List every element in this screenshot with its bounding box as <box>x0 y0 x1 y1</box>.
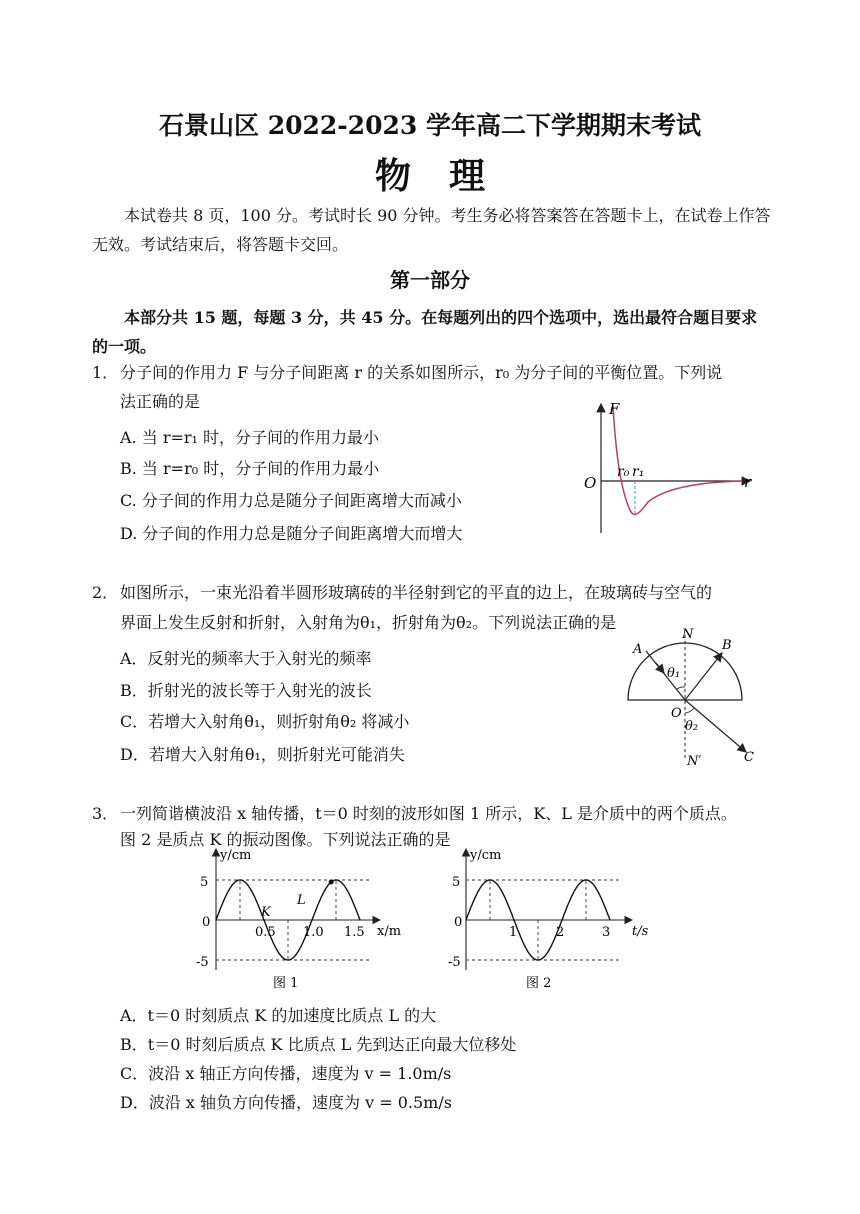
question-text: 如图所示，一束光沿着半圆形玻璃砖的半径射到它的平直的边上，在玻璃砖与空气的 <box>120 583 713 602</box>
label-a: A <box>633 642 643 657</box>
fig2-ytick-0: 0 <box>454 915 463 930</box>
exam-intro: 本试卷共 8 页，100 分。考试时长 90 分钟。考生务必将答案答在答题卡上，在试卷上作答无效。考试结束后，将答题卡交回。 <box>92 206 771 254</box>
q3-option-d: D．波沿 x 轴负方向传播，速度为 v = 0.5m/s <box>120 1093 452 1112</box>
fig1-caption: 图 1 <box>273 976 299 991</box>
q1-option-d: D. 分子间的作用力总是随分子间距离增大而增大 <box>120 524 463 543</box>
normal-label-nprime: N′ <box>687 754 702 769</box>
fig2-x-label: t/s <box>632 924 649 939</box>
r0-label: r₀ <box>617 464 630 480</box>
label-b: B <box>722 638 732 653</box>
section-title: 第一部分 <box>390 268 470 292</box>
r1-label: r₁ <box>632 464 645 480</box>
point-l-marker <box>329 879 334 884</box>
glass-refraction-figure <box>618 625 768 770</box>
wave-figure-2 <box>440 845 670 995</box>
force-curve <box>613 406 742 514</box>
fig1-ytick-5: 5 <box>200 875 209 890</box>
force-distance-figure <box>580 398 760 538</box>
fig2-caption: 图 2 <box>526 976 552 991</box>
question-2-stem-cont: 界面上发生反射和折射，入射角为θ₁，折射角为θ₂。下列说法正确的是 <box>120 613 617 632</box>
r-axis-label: r <box>744 473 752 491</box>
q1-option-b: B. 当 r=r₀ 时，分子间的作用力最小 <box>120 459 380 478</box>
question-1-stem-cont: 法正确的是 <box>120 392 201 411</box>
fig2-xtick-2: 2 <box>556 925 565 940</box>
theta2-arc <box>685 708 694 713</box>
q2-option-b: B．折射光的波长等于入射光的波长 <box>120 681 372 700</box>
wave-figure-1 <box>190 845 420 995</box>
fig1-xtick-1-5: 1.5 <box>344 925 365 940</box>
incident-arrow <box>656 663 664 673</box>
question-number: 3． <box>92 804 119 823</box>
fig1-x-label: x/m <box>377 924 402 939</box>
fig1-xtick-0-5: 0.5 <box>255 925 276 940</box>
fig2-ytick-5: 5 <box>452 875 461 890</box>
q3-option-a: A．t＝0 时刻质点 K 的加速度比质点 L 的大 <box>120 1006 437 1025</box>
fig2-xtick-3: 3 <box>602 925 611 940</box>
fig2-ytick-neg5: -5 <box>448 955 461 970</box>
question-1-stem <box>92 358 772 387</box>
fig1-ytick-0: 0 <box>202 915 211 930</box>
point-l-label: L <box>297 893 306 908</box>
question-2-stem <box>92 578 772 607</box>
q1-option-a: A. 当 r=r₁ 时，分子间的作用力最小 <box>120 428 380 447</box>
q3-option-b: B．t＝0 时刻后质点 K 比质点 L 先到达正向最大位移处 <box>120 1035 517 1054</box>
point-k-label: K <box>261 905 271 920</box>
question-text: 分子间的作用力 F 与分子间距离 r 的关系如图所示，r₀ 为分子间的平衡位置。下列说 <box>120 363 723 382</box>
q1-option-c: C. 分子间的作用力总是随分子间距离增大而减小 <box>120 491 462 510</box>
origin-label: O <box>584 474 597 492</box>
subject-title: 物理 <box>374 155 523 197</box>
fig1-xtick-1-0: 1.0 <box>303 925 324 940</box>
q2-option-c: C．若增大入射角θ₁，则折射角θ₂ 将减小 <box>120 712 410 731</box>
f-axis-label: F <box>609 400 620 418</box>
exam-title: 石景山区 2022-2023 学年高二下学期期末考试 <box>159 111 701 140</box>
question-text: 一列简谐横波沿 x 轴传播，t＝0 时刻的波形如图 1 所示，K、L 是介质中的两个质点。 <box>120 804 737 823</box>
q2-option-a: A．反射光的频率大于入射光的频率 <box>120 649 372 668</box>
question-3-stem <box>92 799 772 828</box>
fig2-xtick-1: 1 <box>509 925 518 940</box>
question-3-stem-cont: 图 2 是质点 K 的振动图像。下列说法正确的是 <box>120 830 451 849</box>
q3-option-c: C．波沿 x 轴正方向传播，速度为 v = 1.0m/s <box>120 1064 452 1083</box>
reflected-ray <box>685 653 722 700</box>
section-instructions: 本部分共 15 题，每题 3 分，共 45 分。在每题列出的四个选项中，选出最符合题目要求的一项。 <box>92 308 758 356</box>
fig2-y-label: y/cm <box>470 848 502 863</box>
normal-label-n: N <box>682 627 694 642</box>
label-c: C <box>744 750 754 765</box>
fig1-y-label: y/cm <box>220 848 252 863</box>
fig1-ytick-neg5: -5 <box>196 955 209 970</box>
theta1-arc <box>677 687 685 689</box>
question-number: 2． <box>92 583 119 602</box>
q2-option-d: D．若增大入射角θ₁，则折射光可能消失 <box>120 745 405 764</box>
question-number: 1． <box>92 363 119 382</box>
label-o: O <box>671 706 682 721</box>
theta2-label: θ₂ <box>685 719 699 734</box>
theta1-label: θ₁ <box>667 666 681 681</box>
